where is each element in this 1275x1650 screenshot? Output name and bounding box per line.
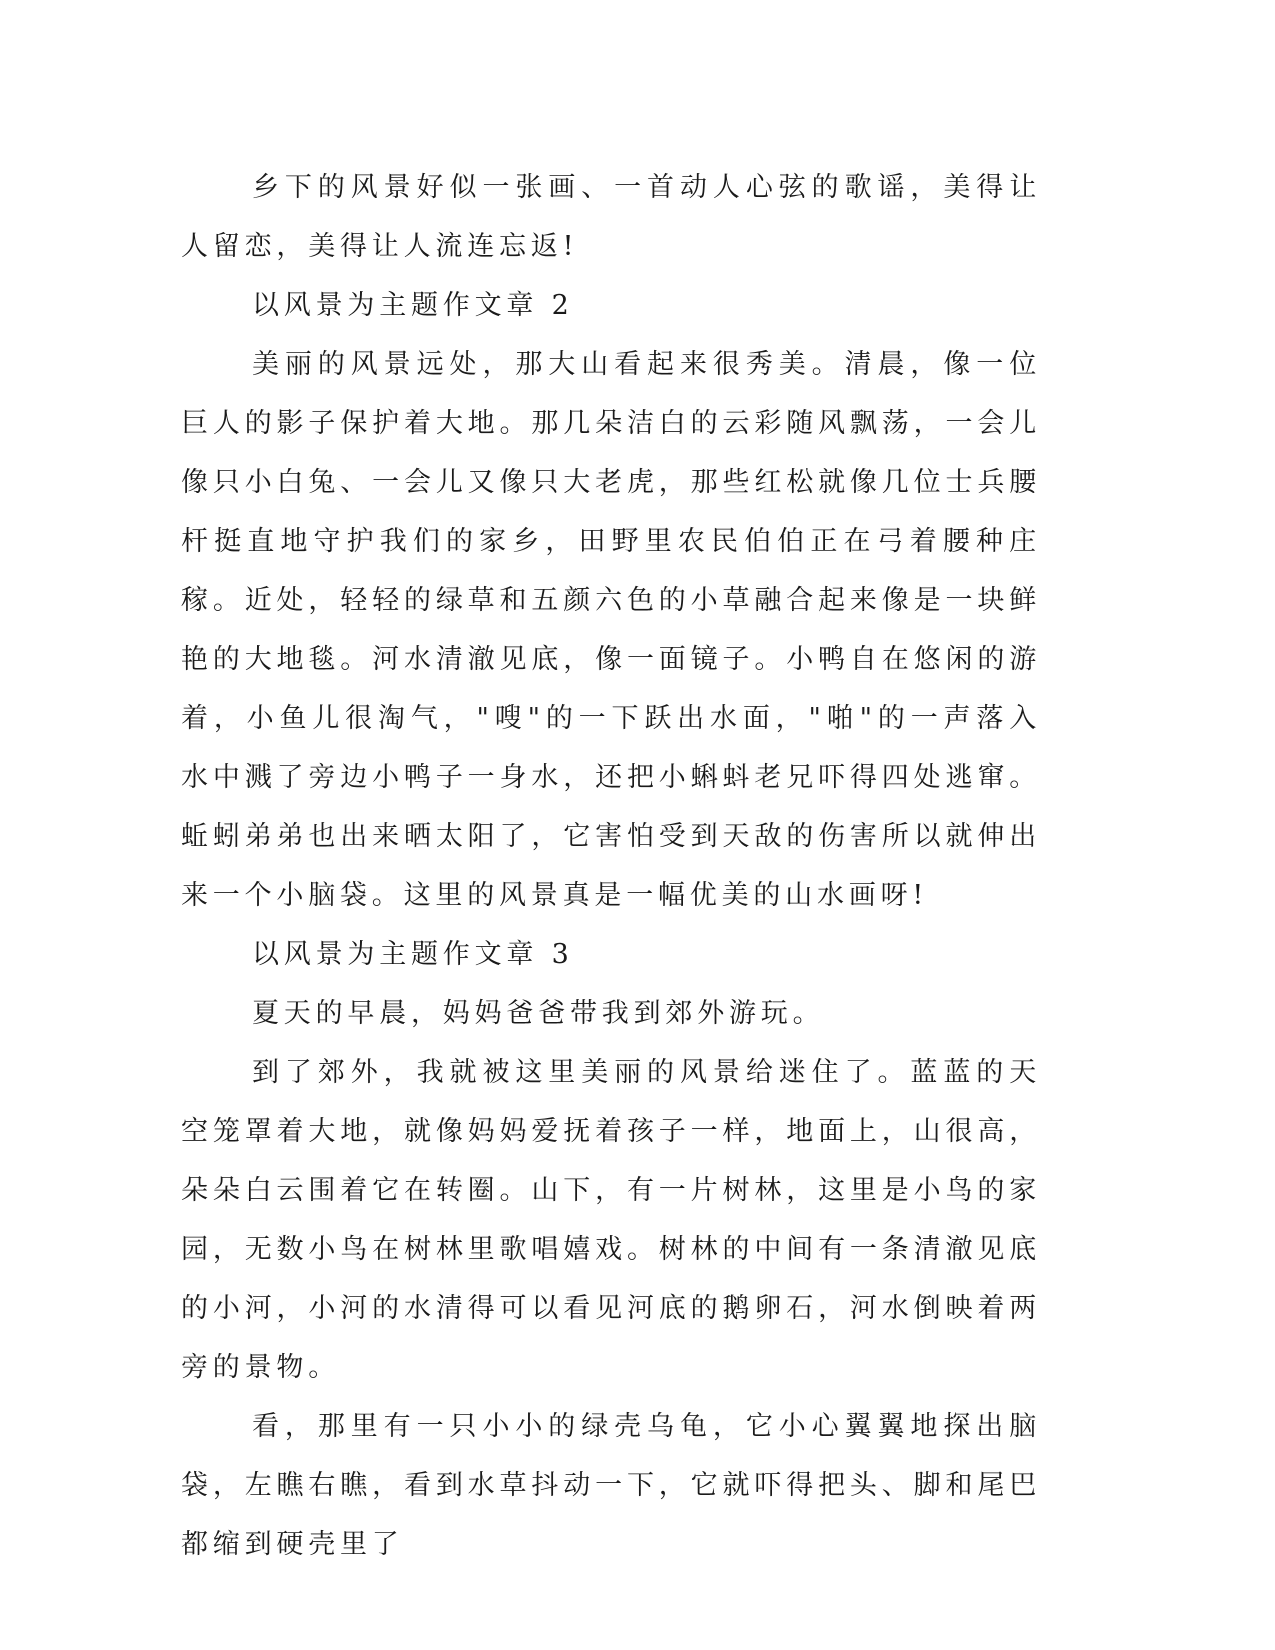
paragraph-turtle: 看，那里有一只小小的绿壳乌龟，它小心翼翼地探出脑袋，左瞧右瞧，看到水草抖动一下，它就吓得把头、脚和尾巴都缩到硬壳里了 [181,1411,1041,1560]
section-heading-3: 以风景为主题作文章 3 [252,939,574,970]
paragraph-countryside-ending: 乡下的风景好似一张画、一首动人心弦的歌谣，美得让人留恋，美得让人流连忘返! [181,172,1041,262]
paragraph-summer-morning: 夏天的早晨，妈妈爸爸带我到郊外游玩。 [252,998,825,1029]
section-heading-2: 以风景为主题作文章 2 [252,290,574,321]
paragraph-mountain-scenery: 美丽的风景远处，那大山看起来很秀美。清晨，像一位巨人的影子保护着大地。那几朵洁白的云彩随风飘荡，一会儿像只小白兔、一会儿又像只大老虎，那些红松就像几位士兵腰杆挺直地守护我们的家乡，田野里农民伯伯正在弓着腰种庄稼。近处，轻轻的绿草和五颜六色的小草融合起来像是一块鲜艳的大地毯。河水清澈见底，像一面镜子。小鸭自在悠闲的游着，小鱼儿很淘气，"嗖"的一下跃出水面，"啪"的一声落入水中溅了旁边小鸭子一身水，还把小蝌蚪老兄吓得四处逃窜。蚯蚓弟弟也出来晒太阳了，它害怕受到天敌的伤害所以就伸出来一个小脑袋。这里的风景真是一幅优美的山水画呀! [181,349,1041,911]
document-body [181,158,1041,1574]
paragraph-suburb-scenery: 到了郊外，我就被这里美丽的风景给迷住了。蓝蓝的天空笼罩着大地，就像妈妈爱抚着孩子一样，地面上，山很高，朵朵白云围着它在转圈。山下，有一片树林，这里是小鸟的家园，无数小鸟在树林里歌唱嬉戏。树林的中间有一条清澈见底的小河，小河的水清得可以看见河底的鹅卵石，河水倒映着两旁的景物。 [181,1057,1041,1383]
